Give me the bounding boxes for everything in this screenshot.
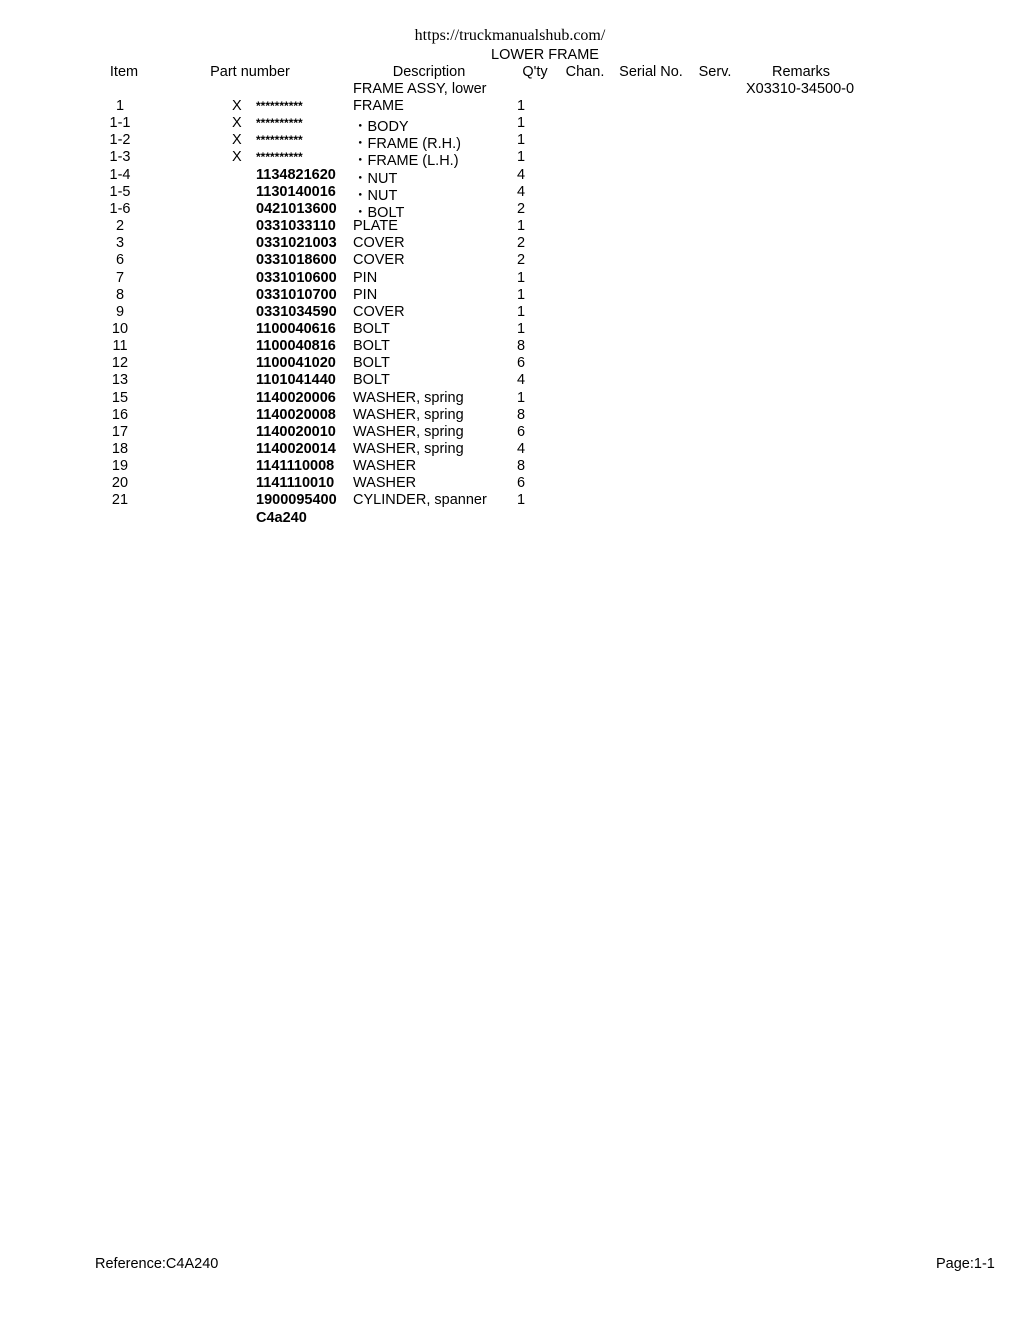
description: WASHER, spring	[353, 423, 464, 440]
item-number: 2	[115, 218, 125, 235]
description: WASHER	[353, 475, 417, 492]
part-number: **********	[256, 116, 303, 131]
quantity: 6	[517, 423, 526, 440]
part-number: 0331021003	[256, 235, 337, 252]
description: FRAME	[353, 98, 404, 114]
quantity: 4	[517, 441, 526, 457]
table-row	[0, 424, 1020, 441]
item-number: 1	[115, 98, 125, 114]
quantity: 6	[517, 355, 526, 372]
item-number: 11	[112, 338, 128, 355]
table-row	[0, 407, 1020, 424]
source-url: https://truckmanualshub.com/	[414, 27, 606, 44]
footer-reference: Reference:C4A240	[95, 1256, 219, 1272]
assembly-row	[0, 81, 1020, 98]
description: COVER	[353, 235, 405, 252]
quantity: 1	[517, 132, 526, 149]
header-serial-no: Serial No.	[619, 64, 683, 80]
quantity: 4	[517, 166, 526, 183]
item-number: 7	[115, 269, 125, 286]
table-row	[0, 492, 1020, 509]
item-number: 6	[115, 252, 125, 269]
table-row	[0, 149, 1020, 170]
item-number: 1-2	[109, 132, 131, 149]
header-part-number: Part number	[210, 64, 290, 80]
header-qty: Q'ty	[522, 64, 548, 80]
header-item: Item	[109, 64, 139, 80]
x-marker: X	[232, 132, 242, 149]
trailing-code-row	[0, 510, 1020, 527]
part-number: 1141110010	[256, 475, 335, 492]
part-number: 1140020006	[256, 389, 336, 406]
item-number: 1-1	[109, 115, 131, 132]
table-row	[0, 115, 1020, 136]
item-number: 10	[111, 320, 129, 337]
part-number: 1140020010	[256, 423, 336, 440]
item-number: 1-6	[109, 200, 131, 217]
item-number: 17	[111, 423, 129, 440]
table-row	[0, 183, 1020, 204]
description: ・FRAME (L.H.)	[353, 153, 459, 170]
part-number: 1140020008	[256, 406, 336, 423]
description: ・NUT	[353, 170, 398, 187]
description: COVER	[353, 303, 405, 320]
item-number: 12	[111, 355, 129, 372]
description: WASHER, spring	[353, 389, 464, 406]
header-chan: Chan.	[565, 64, 605, 80]
table-row	[0, 304, 1020, 321]
quantity: 2	[517, 235, 526, 252]
x-marker: X	[232, 115, 242, 132]
quantity: 1	[517, 320, 526, 337]
quantity: 8	[517, 458, 526, 475]
quantity: 1	[517, 492, 526, 509]
item-number: 20	[111, 475, 129, 492]
item-number: 13	[111, 372, 129, 389]
part-number: 1140020014	[256, 441, 336, 457]
table-row	[0, 166, 1020, 187]
quantity: 8	[517, 406, 526, 423]
part-number: 1130140016	[256, 183, 336, 200]
quantity: 6	[517, 475, 526, 492]
table-row	[0, 372, 1020, 389]
table-row	[0, 98, 1020, 115]
description: BOLT	[353, 355, 390, 372]
table-row	[0, 321, 1020, 338]
table-row	[0, 458, 1020, 475]
part-number: 1141110008	[256, 458, 335, 475]
table-row	[0, 338, 1020, 355]
description: WASHER, spring	[353, 441, 464, 457]
header-remarks: Remarks	[771, 64, 831, 80]
item-number: 19	[111, 458, 129, 475]
description: BOLT	[353, 320, 390, 337]
assembly-remarks: X03310-34500-0	[746, 81, 855, 97]
page-title: LOWER FRAME	[491, 47, 599, 63]
quantity: 1	[517, 98, 526, 114]
table-row	[0, 390, 1020, 407]
part-number: 0331018600	[256, 252, 337, 269]
item-number: 1-5	[109, 183, 131, 200]
description: WASHER, spring	[353, 406, 464, 423]
description: ・NUT	[353, 187, 398, 204]
quantity: 1	[517, 389, 526, 406]
description: ・BOLT	[353, 204, 405, 221]
item-number: 1-3	[109, 149, 131, 166]
table-row	[0, 287, 1020, 304]
item-number: 15	[111, 389, 129, 406]
part-number: 1134821620	[256, 166, 336, 183]
part-number: 1101041440	[256, 372, 336, 389]
table-row	[0, 441, 1020, 458]
quantity: 1	[517, 115, 526, 132]
assembly-description: FRAME ASSY, lower	[353, 81, 487, 97]
part-number: **********	[256, 150, 303, 165]
part-number: **********	[256, 133, 303, 148]
quantity: 8	[517, 338, 526, 355]
table-row	[0, 132, 1020, 153]
quantity: 4	[517, 183, 526, 200]
item-number: 1-4	[109, 166, 131, 183]
header-description: Description	[392, 64, 466, 80]
item-number: 3	[115, 235, 125, 252]
trailing-code: C4a240	[256, 509, 307, 526]
description: WASHER	[353, 458, 417, 475]
part-number: 0331010600	[256, 269, 337, 286]
description: CYLINDER, spanner	[353, 492, 487, 509]
description: PIN	[353, 269, 378, 286]
part-number: 0331033110	[256, 218, 336, 235]
table-row	[0, 235, 1020, 252]
quantity: 1	[517, 218, 526, 235]
header-serv: Serv.	[698, 64, 732, 80]
description: ・FRAME (R.H.)	[353, 136, 461, 153]
part-number: 1900095400	[256, 492, 337, 509]
footer-page: Page:1-1	[936, 1256, 995, 1272]
item-number: 8	[115, 286, 125, 303]
part-number: 0331034590	[256, 303, 337, 320]
item-number: 9	[115, 303, 125, 320]
quantity: 2	[517, 252, 526, 269]
quantity: 1	[517, 286, 526, 303]
table-row	[0, 218, 1020, 235]
item-number: 21	[111, 492, 129, 509]
part-number: **********	[256, 99, 303, 113]
part-number: 0331010700	[256, 286, 337, 303]
table-row	[0, 475, 1020, 492]
part-number: 1100040816	[256, 338, 336, 355]
x-marker: X	[232, 149, 242, 166]
description: ・BODY	[353, 119, 409, 136]
description: BOLT	[353, 338, 390, 355]
quantity: 4	[517, 372, 526, 389]
quantity: 1	[517, 303, 526, 320]
quantity: 1	[517, 269, 526, 286]
table-row	[0, 252, 1020, 269]
part-number: 0421013600	[256, 200, 337, 217]
item-number: 16	[111, 406, 129, 423]
part-number: 1100041020	[256, 355, 336, 372]
description: BOLT	[353, 372, 390, 389]
description: PIN	[353, 286, 378, 303]
x-marker: X	[232, 98, 242, 114]
description: PLATE	[353, 218, 398, 235]
item-number: 18	[111, 441, 129, 457]
quantity: 2	[517, 200, 526, 217]
table-row	[0, 200, 1020, 221]
quantity: 1	[517, 149, 526, 166]
part-number: 1100040616	[256, 320, 336, 337]
table-row	[0, 355, 1020, 372]
table-row	[0, 270, 1020, 287]
description: COVER	[353, 252, 405, 269]
